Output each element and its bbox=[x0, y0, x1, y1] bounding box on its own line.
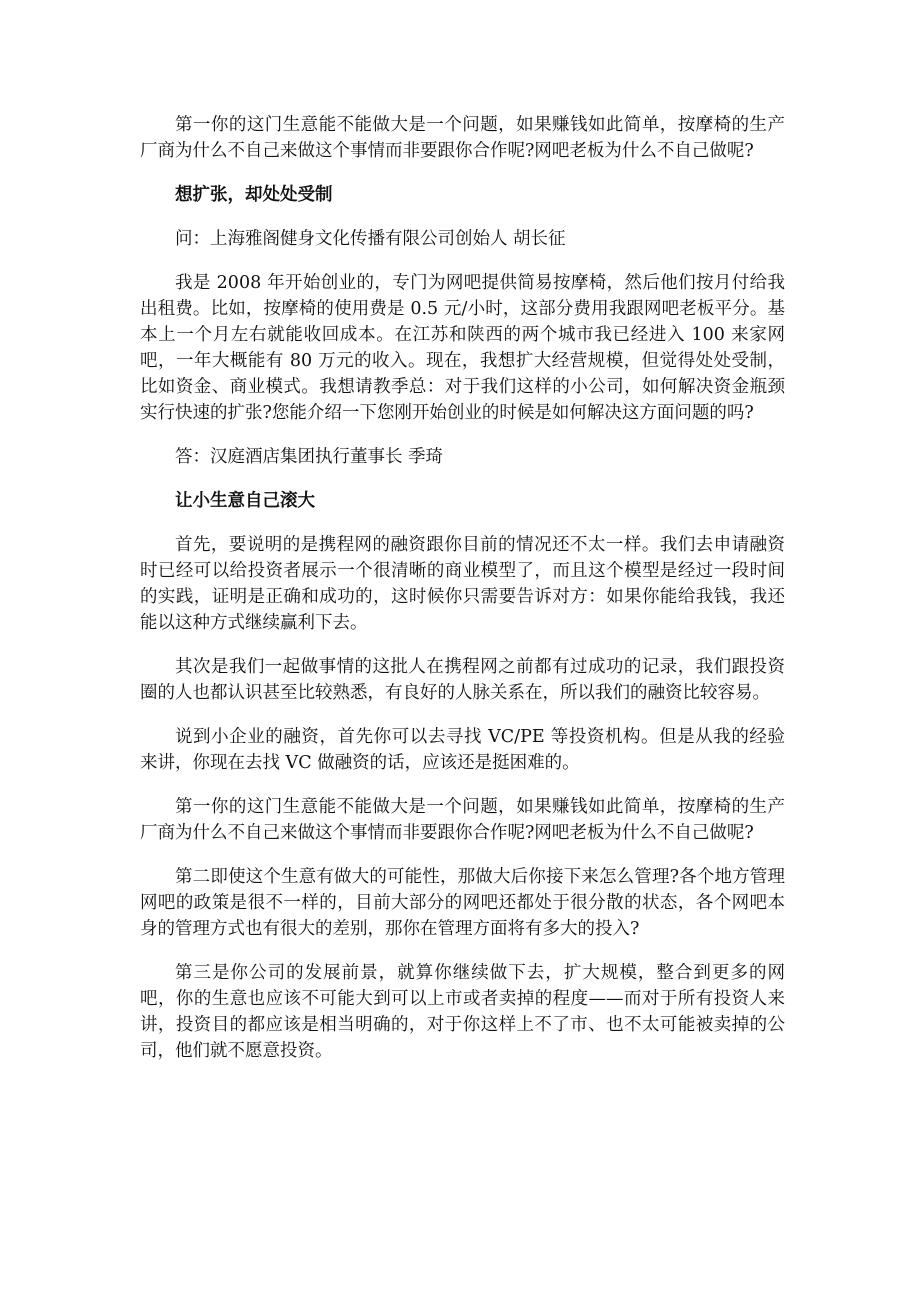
paragraph-question-body: 我是 2008 年开始创业的，专门为网吧提供简易按摩椅，然后他们按月付给我出租费。比如，按摩椅的使用费是 0.5 元/小时，这部分费用我跟网吧老板平分。基本上一个月左右就能收回成本。在江苏和陕西的两个城市我已经进入 100 来家网吧，一年大概能有 80 万元的收入。现在，我想扩大经营规模，但觉得处处受制，比如资金、商业模式。我想请教季总：对于我们这样的小公司，如何解决资金瓶颈实行快速的扩张?您能介绍一下您刚开始创业的时候是如何解决这方面问题的吗? bbox=[140, 273, 785, 423]
paragraph-point-three: 第三是你公司的发展前景，就算你继续做下去，扩大规模，整合到更多的网吧，你的生意也应该不可能大到可以上市或者卖掉的程度——而对于所有投资人来讲，投资目的都应该是相当明确的，对于你这样上不了市、也不太可能被卖掉的公司，他们就不愿意投资。 bbox=[140, 963, 785, 1061]
paragraph-question-author: 问：上海雅阁健身文化传播有限公司创始人 胡长征 bbox=[175, 229, 566, 249]
paragraph-answer-second: 其次是我们一起做事情的这批人在携程网之前都有过成功的记录，我们跟投资圈的人也都认识甚至比较熟悉，有良好的人脉关系在，所以我们的融资比较容易。 bbox=[140, 657, 785, 703]
document-page bbox=[140, 112, 785, 1082]
paragraph-intro-question: 第一你的这门生意能不能做大是一个问题，如果赚钱如此简单，按摩椅的生产厂商为什么不自己来做这个事情而非要跟你合作呢?网吧老板为什么不自己做呢? bbox=[140, 115, 785, 161]
paragraph-point-two: 第二即使这个生意有做大的可能性，那做大后你接下来怎么管理?各个地方管理网吧的政策是很不一样的，目前大部分的网吧还都处于很分散的状态，各个网吧本身的管理方式也有很大的差别，那你在管理方面将有多大的投入? bbox=[140, 867, 785, 939]
paragraph-answer-first: 首先，要说明的是携程网的融资跟你目前的情况还不太一样。我们去申请融资时已经可以给投资者展示一个很清晰的商业模型了，而且这个模型是经过一段时间的实践，证明是正确和成功的，这时候你只需要告诉对方：如果你能给我钱，我还能以这种方式继续赢利下去。 bbox=[140, 535, 785, 633]
heading-let-business-grow: 让小生意自己滚大 bbox=[175, 491, 315, 511]
heading-expansion-limits: 想扩张，却处处受制 bbox=[175, 185, 333, 205]
paragraph-small-business-financing: 说到小企业的融资，首先你可以去寻找 VC/PE 等投资机构。但是从我的经验来讲，你现在去找 VC 做融资的话，应该还是挺困难的。 bbox=[140, 727, 785, 773]
paragraph-answer-author: 答：汉庭酒店集团执行董事长 季琦 bbox=[175, 447, 444, 467]
paragraph-point-one: 第一你的这门生意能不能做大是一个问题，如果赚钱如此简单，按摩椅的生产厂商为什么不自己来做这个事情而非要跟你合作呢?网吧老板为什么不自己做呢? bbox=[140, 797, 785, 843]
